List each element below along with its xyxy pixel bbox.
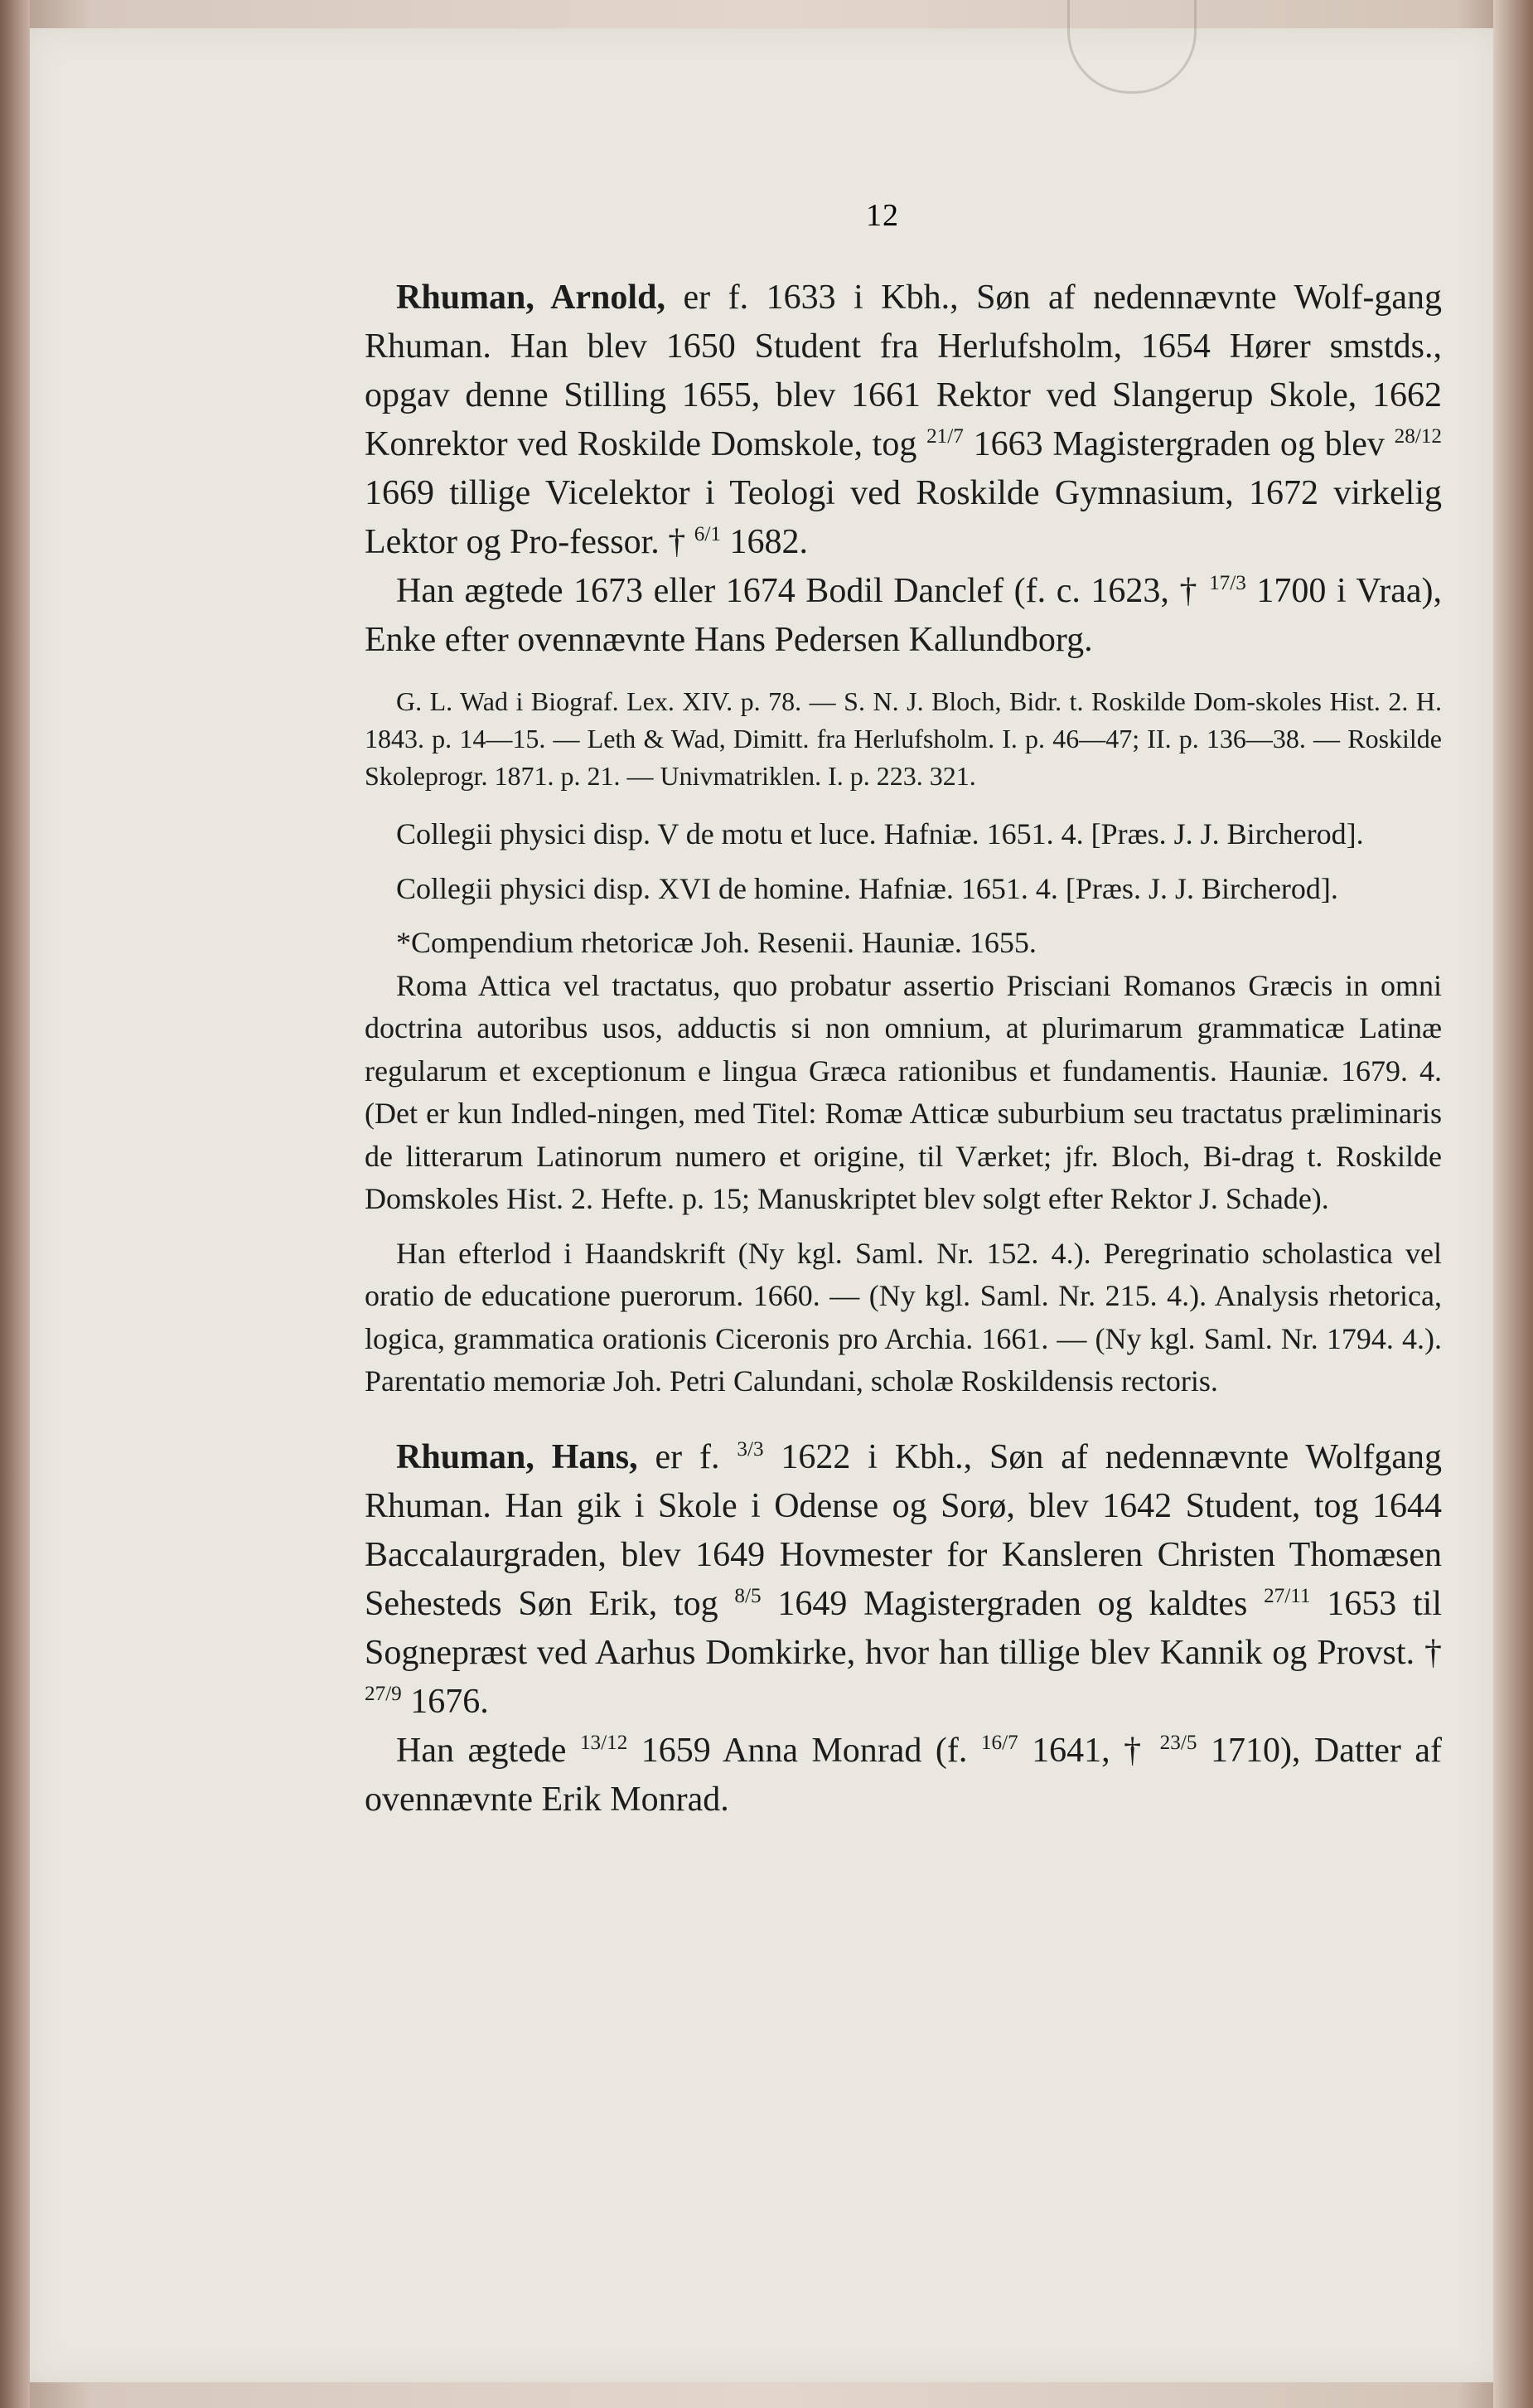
work-item: Collegii physici disp. XVI de homine. Hafniæ. 1651. 4. [Præs. J. J. Bircherod]. bbox=[396, 871, 1338, 905]
book-left-edge bbox=[0, 0, 30, 2408]
page-number: 12 bbox=[866, 198, 899, 233]
entry-hans-biography: Rhuman, Hans, er f. $^{3/3}$ 1622 i Kbh., Søn af nedennævnte Wolfgang Rhuman. Han gik i Skole i Odense og Sorø, blev 1642 Student, tog 1644 Baccalaurgraden, blev 1649 Hovmester for Kansleren Christen Thomæsen Sehesteds Søn Erik, tog $^{8/5}$ 1649 Magistergraden og kaldtes $^{27/11}$ 1653 til Sognepræst ved Aarhus Domkirke, hvor han tillige blev Kannik og Provst. † $^{27/9}$ 1676. bbox=[365, 1437, 1443, 1721]
entry-arnold-references: G. L. Wad i Biograf. Lex. XIV. p. 78. — S. N. J. Bloch, Bidr. t. Roskilde Dom-skoles Hist. 2. H. 1843. p. 14—15. — Leth & Wad, Dimitt. fra Herlufsholm. I. p. 46—47; II. p. 136—38. — Roskilde Skoleprogr. 1871. p. 21. — Univmatriklen. I. p. 223. 321. bbox=[365, 686, 1442, 791]
entry-arnold-biography: Rhuman, Arnold, er f. 1633 i Kbh., Søn af nedennævnte Wolf-gang Rhuman. Han blev 1650 Student fra Herlufsholm, 1654 Hører smstds., opgav denne Stilling 1655, blev 1661 Rektor ved Slangerup Skole, 1662 Konrektor ved Roskilde Domskole, tog $^{21/7}$ 1663 Magistergraden og blev $^{28/12}$ 1669 tillige Vicelektor i Teologi ved Roskilde Gymnasium, 1672 virkelig Lektor og Pro-fessor. † $^{6/1}$ 1682. bbox=[365, 279, 1443, 561]
work-item: Roma Attica vel tractatus, quo probatur assertio Prisciani Romanos Græcis in omni doctrina autoribus usos, adductis si non omnium, at plurimarum grammaticæ Latinæ regularum et exceptionum e lingua Græca rationibus et fundamentis. Hauniæ. 1679. 4. (Det er kun Indled-ningen, med Titel: Romæ Atticæ suburbium seu tractatus præliminaris de litterarum Latinorum numero et origine, til Værket; jfr. Bloch, Bi-drag t. Roskilde Domskoles Hist. 2. Hefte. p. 15; Manuskriptet blev solgt efter Rektor J. Schade). bbox=[365, 968, 1442, 1215]
work-item: Collegii physici disp. V de motu et luce. Hafniæ. 1651. 4. [Præs. J. J. Bircherod]. bbox=[396, 817, 1364, 850]
entry-name: Rhuman, Hans, bbox=[396, 1437, 638, 1476]
work-item: *Compendium rhetoricæ Joh. Resenii. Hauniæ. 1655. bbox=[396, 926, 1037, 959]
page-text bbox=[365, 274, 1442, 1824]
work-item: Han efterlod i Haandskrift (Ny kgl. Saml. Nr. 152. 4.). Peregrinatio scholastica vel oratio de educatione puerorum. 1660. — (Ny kgl. Saml. Nr. 215. 4.). Analysis rhetorica, logica, grammatica orationis Ciceronis pro Archia. 1661. — (Ny kgl. Saml. Nr. 1794. 4.). Parentatio memoriæ Joh. Petri Calundani, scholæ Roskildensis rectoris. bbox=[365, 1236, 1442, 1398]
book-right-edge bbox=[1493, 0, 1533, 2408]
entry-hans-marriage: Han ægtede $^{13/12}$ 1659 Anna Monrad (f. $^{16/7}$ 1641, † $^{23/5}$ 1710), Datter af ovennævnte Erik Monrad. bbox=[365, 1731, 1442, 1819]
entry-arnold-marriage: Han ægtede 1673 eller 1674 Bodil Danclef (f. c. 1623, † $^{17/3}$ 1700 i Vraa), Enke efter ovennævnte Hans Pedersen Kallundborg. bbox=[365, 572, 1442, 659]
entry-name: Rhuman, Arnold, bbox=[396, 279, 665, 317]
